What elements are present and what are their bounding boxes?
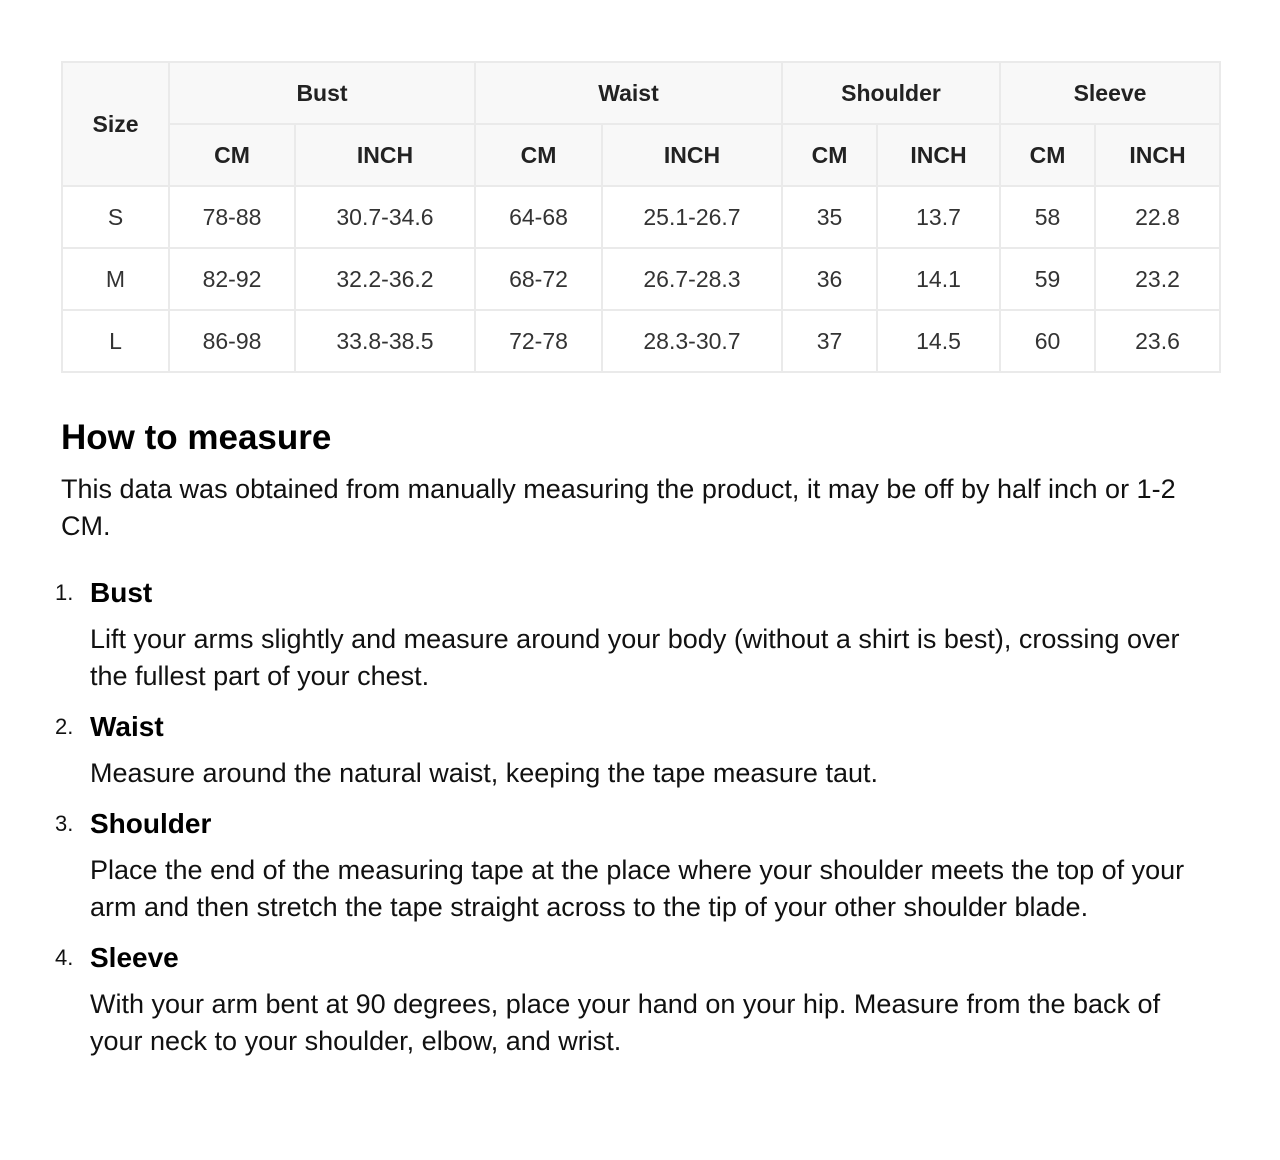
table-cell: 14.1: [877, 248, 1000, 310]
table-row: [62, 310, 1220, 372]
table-cell: 36: [782, 248, 877, 310]
list-item: [55, 575, 1219, 695]
step-number: 3.: [55, 811, 74, 836]
step-description: Lift your arms slightly and measure around your body (without a shirt is best), crossing over the fullest part of your chest.: [90, 624, 1180, 691]
step-description: Place the end of the measuring tape at the place where your shoulder meets the top of your arm and then stretch the tape straight across to the tip of your other shoulder blade.: [90, 855, 1185, 922]
table-cell: 28.3-30.7: [602, 310, 782, 372]
list-item: [55, 806, 1219, 926]
table-cell: 64-68: [475, 186, 602, 248]
table-cell: 32.2-36.2: [295, 248, 475, 310]
step-title-waist: Waist: [90, 711, 164, 742]
table-cell: 23.6: [1095, 310, 1220, 372]
size-guide: [55, 61, 1219, 1074]
group-header-bust: Bust: [169, 62, 475, 124]
table-cell: 68-72: [475, 248, 602, 310]
table-cell: 78-88: [169, 186, 295, 248]
group-header-waist: Waist: [475, 62, 782, 124]
table-header-row-groups: [62, 62, 1220, 124]
step-title-shoulder: Shoulder: [90, 808, 212, 839]
table-cell: 33.8-38.5: [295, 310, 475, 372]
step-number: 4.: [55, 945, 74, 970]
table-cell: 26.7-28.3: [602, 248, 782, 310]
table-cell: 35: [782, 186, 877, 248]
table-row: [62, 248, 1220, 310]
size-cell: L: [62, 310, 169, 372]
unit-header: INCH: [1095, 124, 1220, 186]
table-cell: 59: [1000, 248, 1095, 310]
size-header: Size: [62, 62, 169, 186]
step-description: With your arm bent at 90 degrees, place your hand on your hip. Measure from the back of your neck to your shoulder, elbow, and wrist.: [90, 989, 1161, 1056]
table-cell: 37: [782, 310, 877, 372]
list-item: [55, 940, 1219, 1060]
unit-header: INCH: [877, 124, 1000, 186]
table-cell: 22.8: [1095, 186, 1220, 248]
step-number: 2.: [55, 714, 74, 739]
table-cell: 25.1-26.7: [602, 186, 782, 248]
group-header-sleeve: Sleeve: [1000, 62, 1220, 124]
unit-header: CM: [782, 124, 877, 186]
table-cell: 72-78: [475, 310, 602, 372]
unit-header: CM: [475, 124, 602, 186]
table-cell: 30.7-34.6: [295, 186, 475, 248]
step-number: 1.: [55, 580, 74, 605]
unit-header: CM: [1000, 124, 1095, 186]
table-cell: 86-98: [169, 310, 295, 372]
table-cell: 13.7: [877, 186, 1000, 248]
table-header-row-units: [62, 124, 1220, 186]
size-cell: M: [62, 248, 169, 310]
table-cell: 14.5: [877, 310, 1000, 372]
unit-header: CM: [169, 124, 295, 186]
table-cell: 23.2: [1095, 248, 1220, 310]
step-description: Measure around the natural waist, keeping the tape measure taut.: [90, 758, 878, 788]
measure-steps-list: [55, 575, 1219, 1060]
size-cell: S: [62, 186, 169, 248]
unit-header: INCH: [602, 124, 782, 186]
group-header-shoulder: Shoulder: [782, 62, 1000, 124]
how-to-measure-heading: How to measure: [61, 418, 332, 457]
measure-intro-text: This data was obtained from manually measuring the product, it may be off by half inch or 1-2 CM.: [61, 474, 1176, 541]
step-title-sleeve: Sleeve: [90, 942, 179, 973]
table-cell: 60: [1000, 310, 1095, 372]
table-cell: 82-92: [169, 248, 295, 310]
unit-header: INCH: [295, 124, 475, 186]
table-cell: 58: [1000, 186, 1095, 248]
table-row: [62, 186, 1220, 248]
step-title-bust: Bust: [90, 577, 153, 608]
list-item: [55, 709, 1219, 792]
size-chart-table: [61, 61, 1221, 373]
